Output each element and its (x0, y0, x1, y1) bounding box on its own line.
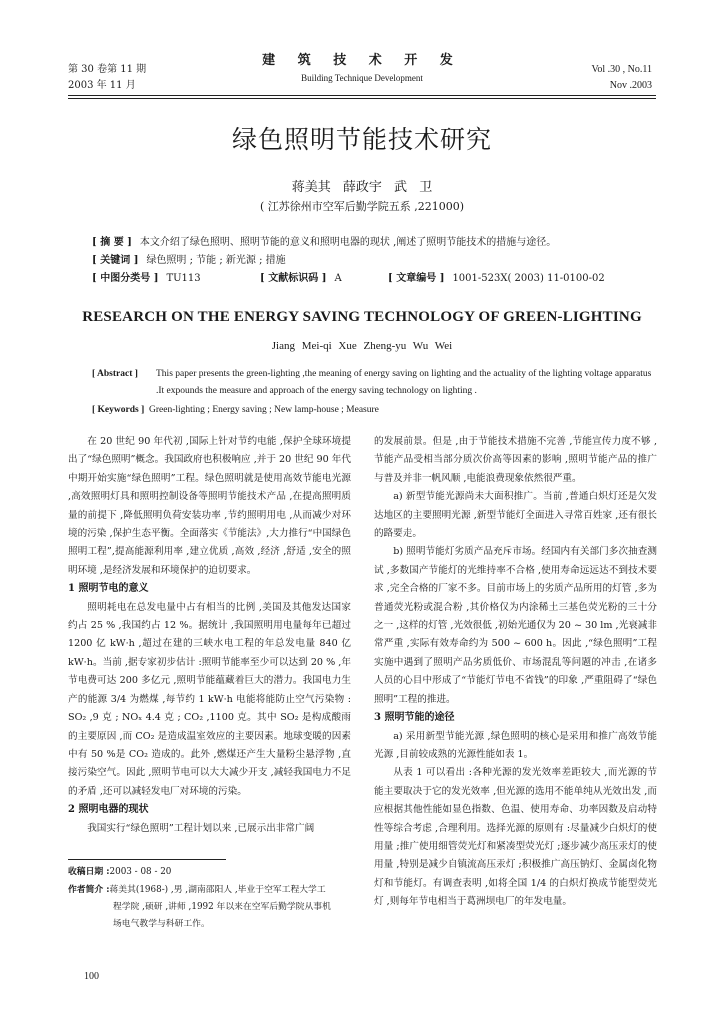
clc-label: [ 中图分类号 ] (92, 273, 159, 284)
abstract-cn-text: 本文介绍了绿色照明、照明节能的意义和照明电器的现状 ,阐述了照明节能技术的措施与途径。 (139, 237, 557, 248)
section-heading-2: 2 照明电器的现状 (68, 804, 149, 816)
keywords-en (92, 402, 658, 419)
received-label: 收稿日期 : (68, 867, 110, 877)
footnote-received (68, 864, 351, 881)
journal-name-en: Building Technique Development (301, 73, 423, 83)
author-bio-label: 作者简介 : (68, 885, 110, 895)
body-column-right (374, 433, 657, 912)
authors-cn: 蒋美其 薛政宇 武 卫 (291, 180, 433, 195)
paragraph-intro: 在 20 世纪 90 年代初 ,国际上针对节约电能 ,保护全球环境提出了“绿色照明”概念。我国政府也积极响应 ,并于 20 世纪 90 年代中期开始实施“绿色照明”工程。绿色照明就是使用高效节能电光源 ,高效照明灯具和照明控制设备等照明节能技术产品 ,在提高照明质量的前提下 ,降低照明负荷安装功率 ,节约照明用电 ,从而减少对环境的污染 ,保护生态平衡。全面落实《节能法》,大力推行“中国绿色照明工程”,提高能源利用率 ,建立优质 ,高效 ,经济 ,舒适 ,安全的照明环境 ,是经济发展和环境保护的迫切要求。 (68, 436, 351, 576)
header-date-cn: 2003 年 11 月 (68, 80, 136, 91)
paragraph-significance: 照明耗电在总发电量中占有相当的比例 ,美国及其他发达国家约占 25 % ,我国约占 12 %。据统计 ,我国照明用电量每年已超过 1200 亿 kW·h ,超过在建的三峡水电工程的年总发电量 840 亿 kW·h。当前 ,据专家初步估计 :照明节能率至少可以达到 20 % ,年节电费可达 200 多亿元 ,照明节能蕴藏着巨大的潜力。我国电力生产的能源 3/4 为燃煤 ,每节约 1 kW·h 电能将能防止空气污染物 : SO₂ ,9 克 ; NOₓ 4.4 克 ; CO₂ ,1100 克。其中 SO₂ 是构成酸雨的主要原因 ,而 CO₂ 是造成温室效应的主要因素。地球变暖的因素中有 50 %是 CO₂ 造成的。此外 ,燃煤还产生大量粉尘悬浮物 ,直接污染空气。因此 ,照明节电可以大大减少开支 ,减轻我国电力不足的矛盾 ,还可以减轻发电厂对环境的污染。 (68, 601, 351, 797)
header-date-en: Nov .2003 (609, 80, 652, 91)
header-volume-issue-en: Vol .30 , No.11 (591, 64, 652, 75)
abstract-cn-label: [ 摘 要 ] (92, 237, 132, 248)
abstract-en (92, 366, 658, 396)
header-volume-en (591, 62, 652, 94)
section-heading-1: 1 照明节电的意义 (68, 583, 149, 595)
author-bio-line-1: 蒋美其(1968-) ,男 ,湖南邵阳人 ,毕业于空军工程大学工 (109, 885, 326, 895)
paragraph-status-cont: 的发展前景。但是 ,由于节能技术措施不完善 ,节能宣传力度不够 ,节能产品受相当部分质次价高等因素的影响 ,照明节能产品的推广与普及并非一帆风顺 ,电能浪费现象依然很严重。 (374, 436, 657, 484)
header-rule-bottom (68, 98, 656, 99)
article-number-group (388, 270, 605, 288)
header-volume-issue: 第 30 卷第 11 期 (68, 64, 147, 75)
author-bio-line-3: 场电气教学与科研工作。 (113, 919, 210, 929)
article-number-value: 1001-523X( 2003) 11-0100-02 (452, 273, 605, 284)
doc-code-group (260, 270, 388, 288)
affiliation-cn: ( 江苏徐州市空军后勤学院五系 ,221000) (259, 200, 465, 213)
doc-code-value: A (334, 273, 342, 284)
paragraph-item-a: a) 新型节能光源尚未大面积推广。当前 ,普通白炽灯还是欠发达地区的主要照明光源 ,新型节能灯全面进入寻常百姓家 ,还有很长的路要走。 (374, 491, 657, 540)
clc-group (92, 270, 260, 288)
keywords-cn-label: [ 关键词 ] (92, 255, 139, 266)
author-bio-line-2: 程学院 ,硕研 ,讲师 ,1992 年以来在空军后勤学院从事机 (113, 902, 331, 912)
keywords-en-label: [ Keywords ] (92, 405, 145, 415)
abstract-en-text: This paper presents the green-lighting ,the meaning of energy saving on lighting and the actuality of the lighting voltage apparatus .It expounds the measure and approach of the energy saving technology on lighting . (156, 369, 652, 396)
classification-line (92, 270, 652, 288)
paragraph-table-discussion: 从表 1 可以看出 :各种光源的发光效率差距较大 ,而光源的节能主要取决于它的发光效率 ,但光源的选用不能单纯从光效出发 ,而应根据其他性能如显色指数、色温、使用寿命、功率因数及启动特性等综合考虑 ,合理利用。选择光源的原则有 :尽量减少白炽灯的使用量 ;推广使用细管荧光灯和紧凑型荧光灯 ;逐步减少高压汞灯的使用量 ,特别是减少自镇流高压汞灯 ;积极推广高压钠灯、金属卤化物灯和节能灯。有调查表明 ,如将全国 1/4 的白炽灯换成节能型荧光灯 ,则每年节电相当于葛洲坝电厂的年发电量。 (374, 767, 657, 908)
article-title-en: RESEARCH ON THE ENERGY SAVING TECHNOLOGY OF GREEN-LIGHTING (82, 309, 642, 325)
footnote-author-bio (68, 882, 351, 933)
abstract-cn (92, 234, 556, 252)
doc-code-label: [ 文献标识码 ] (260, 273, 327, 284)
paragraph-status-start: 我国实行“绿色照明”工程计划以来 ,已展示出非常广阔 (87, 822, 315, 834)
article-number-label: [ 文章编号 ] (388, 273, 445, 284)
keywords-cn (92, 252, 286, 270)
paragraph-approach-a: a) 采用新型节能光源 ,绿色照明的核心是采用和推广高效节能光源 ,目前较成熟的光源性能如表 1。 (374, 730, 657, 760)
footnote-rule (68, 859, 226, 860)
clc-value: TU113 (166, 273, 201, 284)
journal-name-cn: 建 筑 技 术 开 发 (262, 53, 462, 68)
body-column-left (68, 433, 351, 838)
article-title-cn: 绿色照明节能技术研究 (231, 125, 492, 154)
keywords-en-text: Green-lighting ; Energy saving ; New lamp-house ; Measure (149, 405, 379, 415)
received-value: 2003 - 08 - 20 (109, 867, 172, 877)
header-rule-top (68, 95, 656, 96)
abstract-en-label: [ Abstract ] (92, 369, 138, 379)
section-heading-3: 3 照明节能的途径 (374, 712, 455, 724)
authors-en: Jiang Mei-qi Xue Zheng-yu Wu Wei (271, 340, 453, 352)
paragraph-item-b: b) 照明节能灯劣质产品充斥市场。经国内有关部门多次抽查测试 ,多数国产节能灯的光维持率不合格 ,使用寿命远远达不到技术要求 ,完全合格的厂家不多。目前市场上的劣质产品所用的灯管 ,多为普通荧光粉或混合粉 ,其价格仅为内涂稀土三基色荧光粉的三十分之一 ,这样的灯管 ,光效很低 ,初始光通仅为 20 ~ 30 lm ,光衰减非常严重 ,实际有效寿命约为 500 ~ 600 h。因此 ,“绿色照明”工程实施中遇到了照明产品劣质低价、市场混乱等问题的冲击 ,在诸多人员的心目中形成了“节能灯节电不省钱”的印象 ,严重阻碍了“绿色照明”工程的推进。 (374, 546, 657, 705)
page-number: 100 (84, 971, 99, 982)
keywords-cn-text: 绿色照明 ; 节能 ; 新光源 ; 措施 (146, 255, 286, 266)
